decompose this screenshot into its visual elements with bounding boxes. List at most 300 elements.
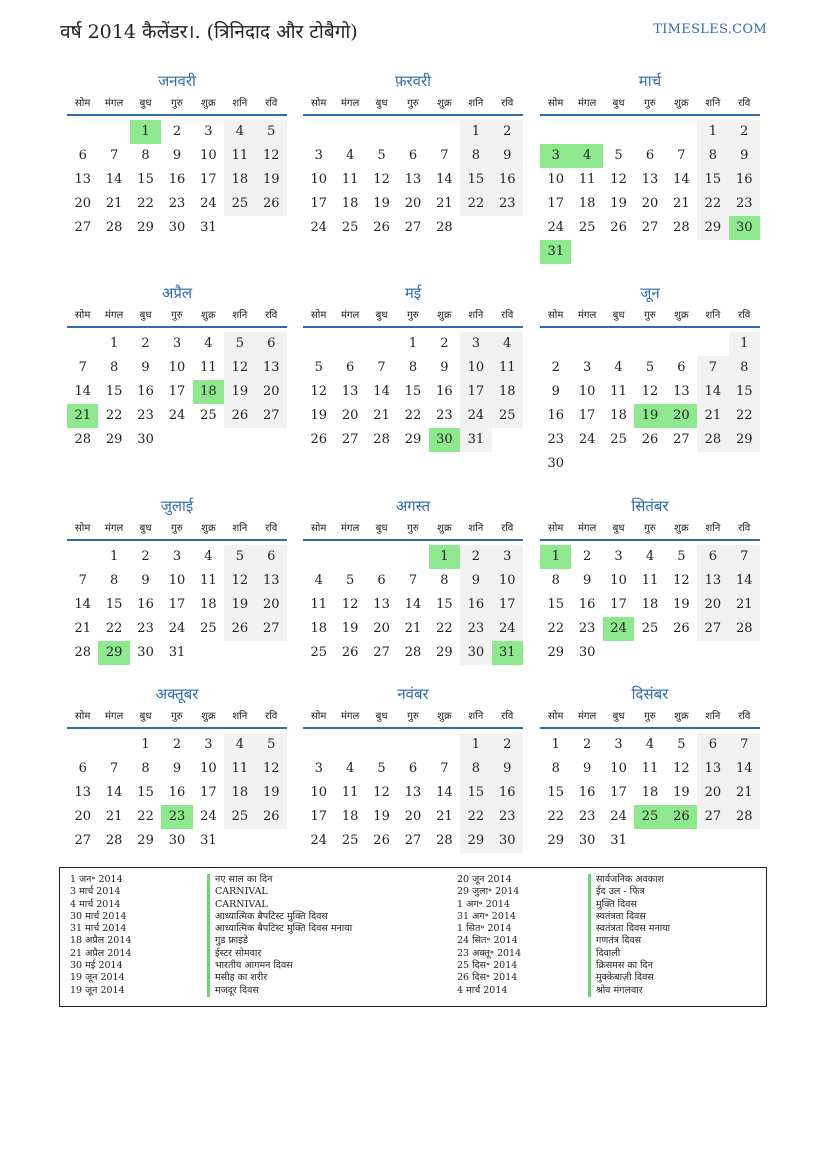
day-cell: 12 [310,384,327,399]
day-cell: 26 [224,617,255,641]
legend-date: 26 दिस॰ 2014 [457,972,518,984]
day-cell: 8 [697,144,728,168]
day-cell: 17 [610,785,627,800]
day-cell: 17 [310,196,327,211]
day-cell: 1 [460,733,491,757]
day-cell: 16 [492,781,523,805]
day-cell: 23 [729,192,760,216]
day-cell: 10 [200,761,217,776]
day-cell: 18 [641,597,659,612]
day-cell: 4 [492,332,523,356]
day-cell: 16 [460,593,491,617]
day-cell: 5 [256,733,287,757]
day-cell: 9 [492,757,523,781]
day-cell: 21 [373,408,390,423]
day-cell: 11 [224,757,255,781]
day-cell: 2 [582,737,592,752]
legend-holiday-name: CARNIVAL [207,899,352,911]
weekday-label: मंगल [340,523,360,534]
day-cell: 9 [141,360,150,375]
weekday-label: गुरु [644,711,656,722]
day-cell: 4 [224,120,255,144]
weekday-label: बुध [375,98,388,109]
weekday-header [303,705,523,729]
legend-holiday-name: मसीह का शरीर [207,972,352,984]
day-cell: 18 [310,621,327,636]
weekday-header [67,92,287,116]
day-grid [540,541,760,685]
day-cell: 11 [578,172,596,187]
weekday-header [303,92,523,116]
day-cell: 18 [200,597,217,612]
month-name: अप्रैल [161,284,193,302]
day-cell: 25 [224,192,255,216]
holiday-day-cell: 19 [634,404,665,428]
day-cell: 11 [641,573,659,588]
day-cell: 14 [436,785,453,800]
weekday-label: गुरु [171,98,183,109]
day-cell: 13 [373,597,390,612]
legend-holiday-name: मजदूर दिवस [207,985,352,997]
weekday-label: गुरु [171,523,183,534]
day-cell: 28 [436,220,453,235]
day-cell: 16 [547,408,564,423]
day-cell: 30 [492,829,523,853]
weekday-label: शनि [705,711,721,722]
day-cell: 10 [610,761,627,776]
weekday-label: मंगल [104,711,124,722]
day-cell: 14 [729,757,760,781]
legend-holiday-name: आध्यात्मिक बैपटिस्ट मुक्ति दिवस मनाया [207,923,352,935]
weekday-label: सोम [548,523,564,534]
weekday-label: गुरु [644,98,656,109]
month-name: अगस्त [395,497,431,515]
weekday-label: गुरु [171,711,183,722]
weekday-label: शुक्र [437,523,452,534]
day-cell: 26 [224,404,255,428]
weekday-label: शनि [705,310,721,321]
day-cell: 9 [582,761,592,776]
weekday-label: गुरु [407,711,419,722]
site-link[interactable]: TIMESLES.COM [653,22,767,37]
day-cell: 3 [614,737,623,752]
legend-date: 19 जून 2014 [70,972,125,984]
day-cell: 26 [373,833,390,848]
day-cell: 12 [256,757,287,781]
day-cell: 25 [641,621,659,636]
day-cell: 25 [224,805,255,829]
day-cell: 6 [256,332,287,356]
day-cell: 12 [341,597,359,612]
day-cell: 3 [172,549,182,564]
day-cell: 17 [200,172,217,187]
day-cell: 16 [168,785,186,800]
day-cell: 3 [582,360,592,375]
holiday-day-cell: 4 [571,144,602,168]
day-cell: 22 [729,404,760,428]
weekday-label: शनि [468,711,484,722]
day-cell: 23 [578,809,596,824]
weekday-header [67,705,287,729]
day-cell: 5 [345,573,355,588]
legend-holiday-name: नए साल का दिन [207,874,352,886]
day-cell: 10 [610,573,627,588]
day-cell: 28 [74,432,91,447]
holiday-day-cell: 29 [98,641,129,665]
day-cell: 7 [109,148,119,163]
weekday-label: मंगल [577,523,597,534]
day-cell: 24 [547,220,564,235]
weekday-label: सोम [311,310,327,321]
weekday-label: रवि [501,523,514,534]
day-cell: 19 [224,593,255,617]
day-cell: 18 [224,168,255,192]
day-cell: 15 [137,172,154,187]
holiday-day-cell: 20 [666,404,697,428]
day-cell: 8 [109,360,119,375]
legend-date: 1 अग॰ 2014 [457,898,510,910]
day-cell: 20 [641,196,659,211]
day-cell: 25 [492,404,523,428]
legend-date: 24 सित॰ 2014 [457,935,518,947]
day-cell: 19 [673,785,690,800]
day-cell: 9 [551,384,560,399]
day-cell: 3 [492,545,523,569]
legend-date: 3 मार्च 2014 [70,886,121,898]
legend-holiday-name: भारतीय आगमन दिवस [207,960,352,972]
day-cell: 24 [460,404,491,428]
day-cell: 15 [436,597,453,612]
day-cell: 27 [641,220,659,235]
weekday-label: मंगल [577,711,597,722]
weekday-label: मंगल [104,523,124,534]
day-cell: 26 [256,805,287,829]
day-cell: 6 [78,148,87,163]
weekday-label: बुध [612,98,625,109]
day-cell: 3 [204,737,213,752]
weekday-label: शनि [468,310,484,321]
day-cell: 12 [610,172,627,187]
day-cell: 7 [408,573,418,588]
holiday-day-cell: 1 [540,545,571,569]
day-cell: 14 [404,597,422,612]
day-cell: 25 [200,408,217,423]
day-cell: 23 [460,617,491,641]
month-block [303,683,523,873]
day-cell: 17 [492,593,523,617]
day-cell: 19 [373,196,390,211]
weekday-label: शुक्र [201,98,216,109]
day-grid [303,328,523,472]
day-cell: 13 [673,384,690,399]
day-cell: 24 [610,809,627,824]
legend-names-left [207,874,352,997]
day-cell: 7 [729,733,760,757]
day-cell: 17 [200,785,217,800]
legend-date: 31 अग॰ 2014 [457,910,516,922]
weekday-label: बुध [612,310,625,321]
day-cell: 14 [74,597,91,612]
holiday-day-cell: 30 [429,428,460,452]
day-cell: 25 [341,833,359,848]
weekday-label: बुध [139,98,152,109]
legend-date: 4 मार्च 2014 [70,898,121,910]
day-cell: 4 [314,573,323,588]
weekday-header [303,517,523,541]
day-cell: 21 [697,404,728,428]
weekday-label: शुक्र [201,711,216,722]
day-cell: 3 [314,148,323,163]
day-cell: 18 [641,785,659,800]
weekday-header [67,517,287,541]
day-cell: 6 [697,545,728,569]
holiday-day-cell: 31 [492,641,523,665]
day-cell: 12 [256,144,287,168]
day-grid [67,328,287,472]
day-cell: 23 [578,621,596,636]
day-cell: 16 [137,384,154,399]
month-name: अक्तूबर [155,685,199,703]
day-cell: 31 [200,220,217,235]
day-cell: 14 [436,172,453,187]
day-cell: 6 [697,733,728,757]
day-cell: 28 [729,617,760,641]
legend-holiday-name: मुक्ति दिवस [588,899,670,911]
day-cell: 5 [224,545,255,569]
day-cell: 30 [547,456,564,471]
weekday-header [540,517,760,541]
day-cell: 16 [436,384,453,399]
day-cell: 15 [547,597,564,612]
day-cell: 17 [610,597,627,612]
day-cell: 7 [78,573,87,588]
day-cell: 30 [168,833,186,848]
legend-holiday-name: स्वतंत्रता दिवस [588,911,670,923]
day-cell: 6 [408,148,418,163]
weekday-label: बुध [139,711,152,722]
day-cell: 23 [492,192,523,216]
weekday-label: शुक्र [674,523,689,534]
day-cell: 25 [310,645,327,660]
day-cell: 17 [168,597,186,612]
weekday-label: बुध [139,523,152,534]
day-cell: 3 [204,124,213,139]
day-cell: 25 [610,432,627,447]
weekday-label: सोम [311,98,327,109]
day-cell: 18 [492,380,523,404]
day-cell: 14 [105,172,123,187]
day-cell: 26 [310,432,327,447]
weekday-label: गुरु [171,310,183,321]
day-cell: 6 [645,148,655,163]
weekday-label: सोम [75,711,91,722]
legend-holiday-name: गणतंत्र दिवस [588,935,670,947]
weekday-label: रवि [738,310,751,321]
weekday-label: रवि [738,98,751,109]
weekday-label: रवि [501,98,514,109]
day-cell: 5 [224,332,255,356]
day-cell: 29 [404,432,422,447]
day-cell: 29 [547,833,564,848]
day-cell: 29 [137,220,154,235]
day-cell: 25 [578,220,596,235]
day-cell: 24 [492,617,523,641]
day-cell: 13 [404,785,422,800]
day-cell: 13 [74,172,91,187]
weekday-label: बुध [375,310,388,321]
day-cell: 15 [137,785,154,800]
weekday-label: शुक्र [674,711,689,722]
day-cell: 22 [460,192,491,216]
day-cell: 6 [408,761,418,776]
weekday-label: रवि [265,310,278,321]
month-block [540,683,760,873]
holiday-day-cell: 31 [540,240,571,264]
day-cell: 16 [578,785,596,800]
day-cell: 10 [310,785,327,800]
weekday-label: सोम [548,711,564,722]
day-cell: 15 [460,168,491,192]
legend-holiday-name: गुड फ्राइडे [207,935,352,947]
day-cell: 12 [373,172,390,187]
day-cell: 10 [310,172,327,187]
day-cell: 15 [729,380,760,404]
page-title: वर्ष 2014 कैलेंडर।. (त्रिनिदाद और टोबैगो) [60,21,358,43]
weekday-label: मंगल [577,98,597,109]
day-cell: 29 [105,432,123,447]
day-cell: 20 [256,593,287,617]
day-cell: 17 [547,196,564,211]
legend-date: 19 जून 2014 [70,984,125,996]
day-cell: 18 [610,408,627,423]
day-cell: 30 [168,220,186,235]
day-cell: 5 [377,761,386,776]
day-cell: 27 [697,617,728,641]
weekday-label: शनि [232,310,248,321]
day-cell: 28 [105,833,123,848]
weekday-label: रवि [265,523,278,534]
month-name: जून [640,284,660,302]
day-cell: 31 [460,428,491,452]
day-cell: 30 [137,432,154,447]
month-block [540,282,760,472]
day-cell: 11 [610,384,627,399]
legend-names-right [588,874,670,997]
day-cell: 5 [677,549,686,564]
day-cell: 2 [729,120,760,144]
day-cell: 28 [729,805,760,829]
day-cell: 30 [460,641,491,665]
day-cell: 23 [137,408,154,423]
weekday-label: गुरु [644,523,656,534]
month-block [540,495,760,685]
weekday-label: शुक्र [674,98,689,109]
day-cell: 22 [547,809,564,824]
weekday-label: गुरु [644,310,656,321]
weekday-label: गुरु [407,523,419,534]
day-cell: 24 [200,809,217,824]
day-cell: 5 [614,148,623,163]
day-cell: 29 [137,833,154,848]
legend-date: 30 मई 2014 [70,960,123,972]
day-cell: 14 [74,384,91,399]
month-block [303,282,523,472]
day-cell: 9 [729,144,760,168]
day-cell: 6 [377,573,386,588]
day-cell: 22 [105,621,123,636]
day-grid [303,729,523,873]
day-grid [303,116,523,260]
weekday-label: गुरु [407,310,419,321]
day-cell: 12 [224,569,255,593]
weekday-label: रवि [501,310,514,321]
weekday-label: शुक्र [437,310,452,321]
weekday-header [303,304,523,328]
day-cell: 11 [310,597,327,612]
day-grid [540,116,760,260]
holiday-day-cell: 25 [634,805,665,829]
legend-holiday-name: आध्यात्मिक बैपटिस्ट मुक्ति दिवस [207,911,352,923]
weekday-label: शनि [232,711,248,722]
day-cell: 15 [105,384,123,399]
day-cell: 15 [105,597,123,612]
day-cell: 4 [345,761,355,776]
day-cell: 4 [614,360,623,375]
weekday-label: सोम [548,98,564,109]
day-cell: 10 [492,569,523,593]
month-name: दिसंबर [631,685,669,703]
weekday-label: मंगल [340,711,360,722]
day-cell: 5 [377,148,386,163]
day-cell: 17 [310,809,327,824]
day-cell: 2 [551,360,560,375]
day-cell: 29 [697,216,728,240]
day-cell: 27 [341,432,359,447]
month-name: मार्च [638,72,662,90]
month-block [67,70,287,260]
day-cell: 23 [137,621,154,636]
weekday-label: बुध [375,711,388,722]
day-cell: 19 [310,408,327,423]
day-cell: 2 [582,549,592,564]
day-cell: 23 [547,432,564,447]
legend-holiday-name: स्वतंत्रता दिवस मनाया [588,923,670,935]
legend-date: 23 अक्तू॰ 2014 [457,947,522,959]
day-cell: 22 [547,621,564,636]
day-cell: 13 [697,569,728,593]
day-cell: 24 [310,220,327,235]
month-name: जुलाई [160,497,194,515]
day-cell: 4 [645,549,655,564]
day-cell: 27 [373,645,390,660]
day-cell: 3 [314,761,323,776]
day-cell: 28 [404,645,422,660]
day-grid [540,729,760,873]
day-cell: 1 [109,549,119,564]
day-cell: 29 [436,645,453,660]
holiday-day-cell: 1 [429,545,460,569]
day-cell: 19 [224,380,255,404]
day-cell: 14 [729,569,760,593]
day-cell: 20 [373,621,390,636]
day-cell: 21 [105,196,123,211]
day-cell: 19 [610,196,627,211]
day-cell: 22 [436,621,453,636]
day-cell: 15 [460,781,491,805]
day-cell: 21 [74,621,91,636]
day-cell: 8 [551,573,560,588]
day-cell: 27 [256,404,287,428]
